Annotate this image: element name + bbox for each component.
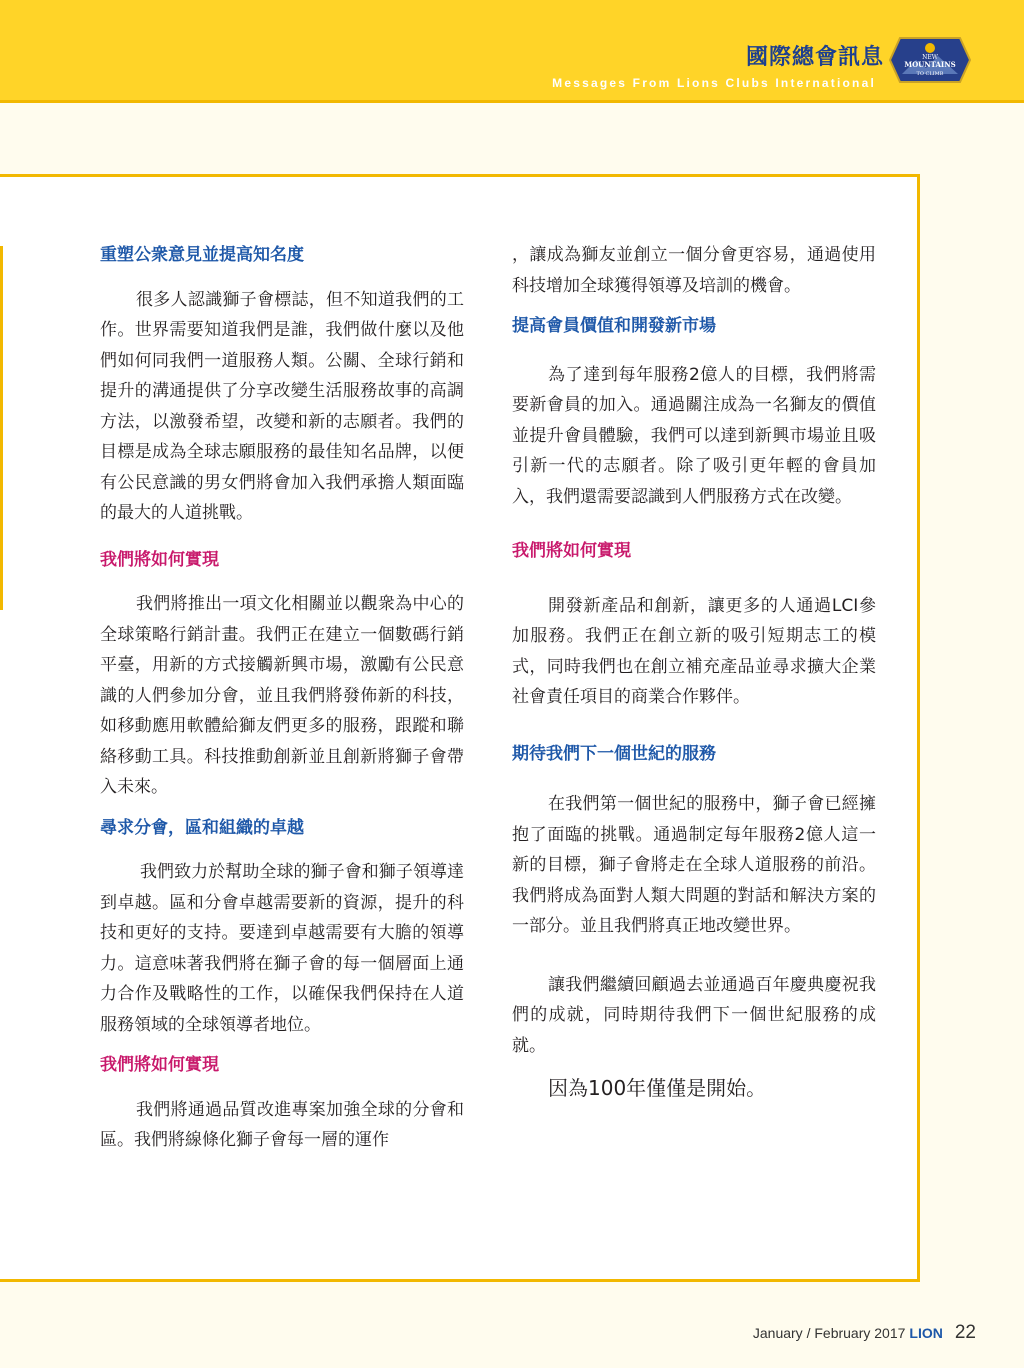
body-paragraph: 我們將通過品質改進專案加強全球的分會和區。我們將線條化獅子會每一層的運作 <box>100 1099 464 1150</box>
body-paragraph: 在我們第一個世紀的服務中，獅子會已經擁抱了面臨的挑戰。通過制定每年服務2億人這一新的目標，獅子會將走在全球人道服務的前沿。我們將成為面對人類大問題的對話和解決方案的一部分。並且我們將真正地改變世界。 <box>512 794 876 936</box>
section-heading: 我們將如何實現 <box>512 541 631 561</box>
section-heading: 我們將如何實現 <box>100 549 219 570</box>
body-paragraph: 讓我們繼續回顧過去並通過百年慶典慶祝我們的成就，同時期待我們下一個世紀服務的成就。 <box>512 974 876 1056</box>
new-mountains-logo <box>888 36 972 84</box>
header-rule <box>0 100 1024 103</box>
page-footer <box>753 1322 976 1344</box>
page-number: 22 <box>954 1322 976 1343</box>
body-paragraph: 為了達到每年服務2億人的目標，我們將需要新會員的加入。通過關注成為一名獅友的價值並提升會員體驗，我們可以達到新興市場並且吸引新一代的志願者。除了吸引更年輕的會員加入，我們還需要認識到人們服務方式在改變。 <box>512 364 876 507</box>
section-heading: 提高會員價值和開發新市場 <box>512 316 716 336</box>
section-heading: 期待我們下一個世紀的服務 <box>512 743 716 764</box>
section-heading: 重塑公衆意見並提高知名度 <box>100 245 304 265</box>
section-title: 國際總會訊息 <box>745 44 884 70</box>
section-subtitle: Messages From Lions Clubs International <box>552 76 876 90</box>
section-heading: 尋求分會，區和組織的卓越 <box>100 817 304 838</box>
body-paragraph: ，讓成為獅友並創立一個分會更容易，通過使用科技增加全球獲得領導及培訓的機會。 <box>512 245 876 296</box>
right-column <box>512 240 876 1105</box>
body-paragraph: 我們將推出一項文化相關並以觀衆為中心的全球策略行銷計畫。我們正在建立一個數碼行銷平臺，用新的方式接觸新興市場，激勵有公民意識的人們參加分會，並且我們將發佈新的科技，如移動應用軟體給獅友們更多的服務，跟蹤和聯絡移動工具。科技推動創新並且創新將獅子會帶入未來。 <box>100 594 464 797</box>
body-paragraph: 我們致力於幫助全球的獅子會和獅子領導達到卓越。區和分會卓越需要新的資源，提升的科技和更好的支持。要達到卓越需要有大膽的領導力。這意味著我們將在獅子會的每一個層面上通力合作及戰略性的工作，以確保我們保持在人道服務領域的全球領導者地位。 <box>100 862 464 1035</box>
sun-icon <box>925 43 935 53</box>
magazine-name: LION <box>909 1325 943 1341</box>
left-column <box>100 240 464 1156</box>
issue-date: January / February 2017 <box>752 1325 906 1341</box>
svg-text:NEW: NEW <box>922 54 938 61</box>
left-accent-bar <box>0 246 3 610</box>
closing-line: 因為100年僅僅是開始。 <box>548 1076 767 1100</box>
section-heading: 我們將如何實現 <box>100 1055 219 1075</box>
svg-text:MOUNTAINS: MOUNTAINS <box>904 60 956 69</box>
body-paragraph: 開發新產品和創新，讓更多的人通過LCI參加服務。我們正在創立新的吸引短期志工的模式，同時我們也在創立補充產品並尋求擴大企業社會責任項目的商業合作夥伴。 <box>512 595 876 707</box>
body-paragraph: 很多人認識獅子會標誌，但不知道我們的工作。世界需要知道我們是誰，我們做什麼以及他們如何同我們一道服務人類。公關、全球行銷和提升的溝通提供了分享改變生活服務故事的高調方法，以激發希望，改變和新的志願者。我們的目標是成為全球志願服務的最佳知名品牌，以便有公民意識的男女們將會加入我們承擔人類面臨的最大的人道挑戰。 <box>100 289 464 523</box>
svg-text:TO CLIMB: TO CLIMB <box>916 71 944 77</box>
